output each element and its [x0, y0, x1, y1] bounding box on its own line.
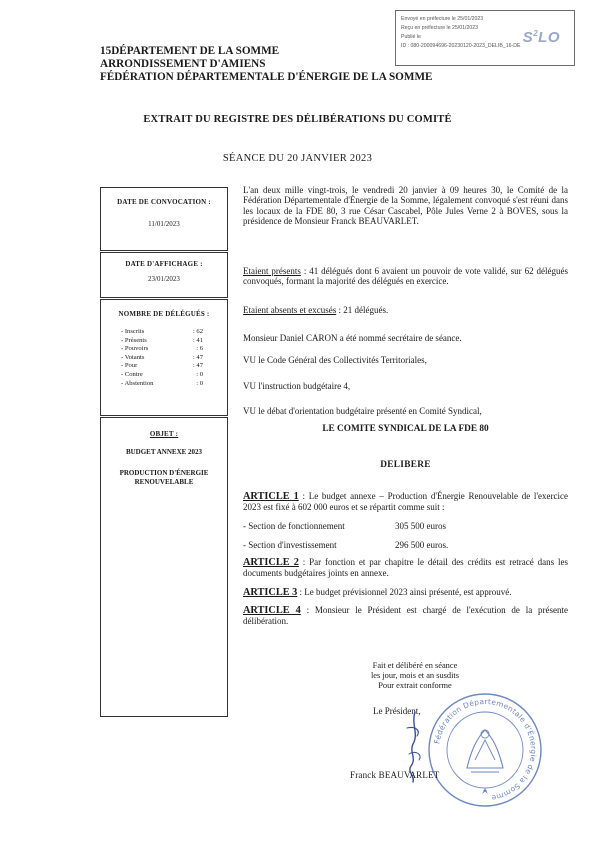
section-fonctionnement-label: - Section de fonctionnement	[243, 521, 345, 531]
header-federation: FÉDÉRATION DÉPARTEMENTALE D'ÉNERGIE DE LA SOMME	[100, 71, 433, 83]
stamp-sent: Envoyé en préfecture le 25/01/2023	[401, 16, 484, 22]
convocation-label: DATE DE CONVOCATION :	[117, 198, 211, 206]
vu-instruction-paragraph: VU l'instruction budgétaire 4,	[243, 381, 351, 391]
presents-paragraph	[243, 266, 568, 287]
stamp-published: Publié le	[401, 34, 421, 40]
stamp-received: Reçu en préfecture le 25/01/2023	[401, 25, 479, 31]
delibere-heading: DELIBERE	[380, 460, 431, 470]
closing-line-3: Pour extrait conforme	[378, 681, 452, 691]
header-arrondissement: ARRONDISSEMENT D'AMIENS	[100, 58, 266, 70]
count-row	[121, 354, 227, 363]
objet-box	[100, 417, 228, 717]
objet-production: PRODUCTION D'ÉNERGIE RENOUVELABLE	[119, 469, 209, 486]
count-row	[121, 328, 227, 337]
article-4-label: ARTICLE 4	[243, 605, 301, 616]
header-department: 15DÉPARTEMENT DE LA SOMME	[100, 45, 280, 57]
extract-title: EXTRAIT DU REGISTRE DES DÉLIBÉRATIONS DU COMITÉ	[143, 114, 452, 125]
count-value: : 62	[192, 328, 203, 335]
article-2	[243, 557, 568, 579]
convocation-date: 11/01/2023	[148, 220, 180, 228]
svg-text:Fédération Départementale d'Én	[432, 697, 538, 803]
article-3	[243, 587, 568, 598]
absents-paragraph	[243, 305, 568, 315]
stamp-id: ID : 080-200094696-20230120-2023_DELIB_16-DE	[401, 43, 521, 49]
session-title: SÉANCE DU 20 JANVIER 2023	[222, 153, 373, 164]
article-2-label: ARTICLE 2	[243, 557, 299, 568]
article-1-text: : Le budget annexe – Production d'Énergie Renouvelable de l'exercice 2023 est fixé à 602 000 euros et se répartit comme suit :	[243, 491, 569, 513]
delegues-box	[100, 299, 228, 416]
seal-text: Fédération Départementale d'Énergie de la Somme	[432, 696, 539, 803]
presents-text: : 41 délégués dont 6 avaient un pouvoir de vote validé, sur 62 délégués convoqués, formant la majorité des délégués en exercice.	[243, 266, 568, 287]
count-label: - Abstention	[121, 379, 154, 387]
count-label: - Pour	[121, 362, 138, 370]
section-investissement	[243, 540, 568, 550]
affichage-box	[100, 252, 228, 298]
intro-paragraph: L'an deux mille vingt-trois, le vendredi 20 janvier à 09 heures 30, le Comité de la Fédération Départementale d'Énergie de la Somme, légalement convoqué s'est réuni dans les locaux de la FDE 80, 3 rue César Cascabel, Pôle Jules Verne 2 à BOVES, sous la présidence de Monsieur Franck BEAUVARLET.	[243, 185, 568, 227]
delegues-counts	[121, 328, 227, 388]
document-header	[100, 45, 432, 84]
article-3-label: ARTICLE 3	[243, 587, 298, 598]
objet-budget: BUDGET ANNEXE 2023	[125, 448, 203, 456]
absents-label: Etaient absents et excusés	[243, 305, 337, 315]
section-investissement-label: - Section d'investissement	[243, 540, 337, 550]
absents-text: : 21 délégués.	[336, 305, 389, 315]
count-value: : 6	[196, 345, 203, 353]
closing-line-2: les jour, mois et an susdits	[370, 671, 460, 681]
article-1	[243, 491, 568, 513]
count-row	[121, 371, 227, 380]
comite-heading: LE COMITE SYNDICAL DE LA FDE 80	[322, 424, 489, 434]
closing-formula	[340, 661, 490, 692]
affichage-date: 23/01/2023	[148, 275, 180, 283]
signatory-name: Franck BEAUVARLET	[350, 770, 440, 780]
count-label: - Inscrits	[121, 328, 145, 335]
section-fonctionnement-value: 305 500 euros	[395, 521, 446, 531]
count-label: - Votants	[121, 353, 145, 361]
count-value: : 0	[196, 379, 203, 387]
count-label: - Contre	[121, 370, 143, 378]
president-label: Le Président,	[373, 706, 421, 716]
section-fonctionnement	[243, 521, 568, 531]
count-row	[121, 337, 227, 346]
article-3-text: : Le budget prévisionnel 2023 ainsi présenté, est approuvé.	[297, 587, 512, 597]
count-row	[121, 362, 227, 371]
convocation-box	[100, 187, 228, 251]
vu-debat-paragraph: VU le débat d'orientation budgétaire présenté en Comité Syndical,	[243, 406, 482, 416]
article-1-label: ARTICLE 1	[243, 491, 299, 502]
s2lo-logo-icon: $S^2LO$	[522, 29, 560, 46]
count-label: - Présents	[121, 336, 147, 344]
count-value: : 41	[192, 336, 203, 344]
article-4-text: : Monsieur le Président est chargé de l'exécution de la présente délibération.	[243, 605, 568, 627]
article-2-text: : Par fonction et par chapitre le détail des crédits est retracé dans les documents budgétaires joints en annexe.	[243, 557, 568, 579]
count-value: : 47	[192, 353, 203, 361]
presents-label: Etaient présents	[243, 266, 301, 276]
affichage-label: DATE D'AFFICHAGE :	[125, 260, 203, 268]
objet-label: OBJET :	[149, 430, 179, 438]
vu-code-paragraph: VU le Code Général des Collectivités Territoriales,	[243, 355, 427, 365]
count-value: : 0	[196, 370, 203, 378]
count-value: : 47	[192, 362, 203, 370]
count-row	[121, 380, 227, 389]
count-row	[121, 345, 227, 354]
article-4	[243, 605, 568, 627]
count-label: - Pouvoirs	[121, 345, 149, 353]
secretaire-paragraph: Monsieur Daniel CARON a été nommé secrétaire de séance.	[243, 333, 462, 343]
closing-line-1: Fait et délibéré en séance	[372, 661, 458, 670]
section-investissement-value: 296 500 euros.	[395, 540, 449, 550]
delegues-label: NOMBRE DE DÉLÉGUÉS :	[118, 310, 210, 318]
